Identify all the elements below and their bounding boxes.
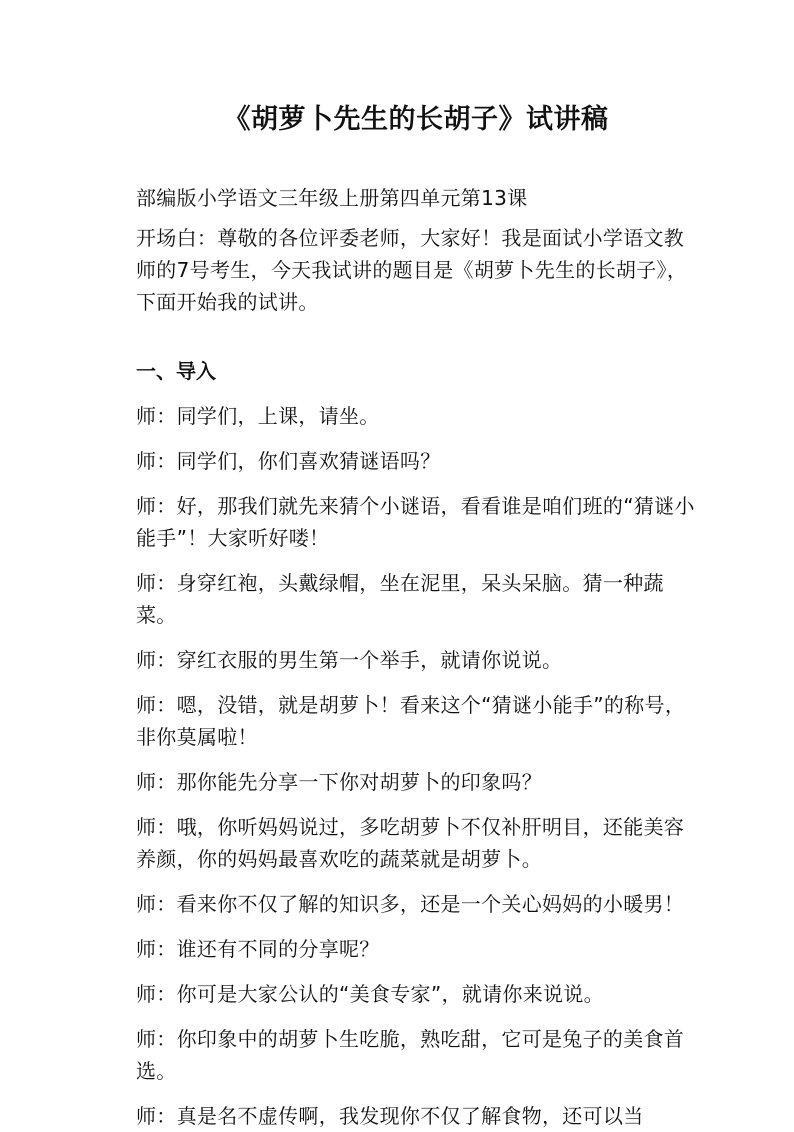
dialogue-line: 师：穿红衣服的男生第一个举手，就请你说说。 (136, 648, 563, 672)
dialogue-line: 师：看来你不仅了解的知识多，还是一个关心妈妈的小暖男！ (136, 892, 685, 916)
dialogue-line: 师：好，那我们就先来猜个小谜语，看看谁是咱们班的“猜谜小能手”！大家听好喽！ (136, 494, 695, 550)
opening-remarks: 开场白：尊敬的各位评委老师，大家好！我是面试小学语文教师的7号考生，今天我试讲的题目是《胡萝卜先生的长胡子》，下面开始我的试讲。 (136, 226, 688, 314)
lesson-subtitle: 部编版小学语文三年级上册第四单元第13课 (136, 186, 528, 210)
dialogue-line: 师：同学们，你们喜欢猜谜语吗？ (136, 449, 441, 473)
document-title: 《胡萝卜先生的长胡子》试讲稿 (223, 104, 609, 135)
section-heading-introduction: 一、导入 (136, 359, 216, 383)
dialogue-line: 师：你可是大家公认的“美食专家”，就请你来说说。 (136, 982, 604, 1006)
dialogue-line: 师：身穿红袍，头戴绿帽，坐在泥里，呆头呆脑。猜一种蔬菜。 (136, 571, 664, 627)
dialogue-line: 师：哦，你听妈妈说过，多吃胡萝卜不仅补肝明目，还能美容养颜，你的妈妈最喜欢吃的蔬菜就是胡萝卜。 (136, 815, 685, 871)
dialogue-line: 师：真是名不虚传啊，我发现你不仅了解食物，还可以当 (136, 1104, 644, 1128)
dialogue-line: 师：那你能先分享一下你对胡萝卜的印象吗？ (136, 770, 542, 794)
dialogue-line: 师：谁还有不同的分享呢？ (136, 937, 380, 961)
dialogue-line: 师：嗯，没错，就是胡萝卜！看来这个“猜谜小能手”的称号，非你莫属啦！ (136, 693, 686, 749)
dialogue-line: 师：你印象中的胡萝卜生吃脆，熟吃甜，它可是兔子的美食首选。 (136, 1027, 685, 1083)
dialogue-line: 师：同学们，上课，请坐。 (136, 404, 380, 428)
